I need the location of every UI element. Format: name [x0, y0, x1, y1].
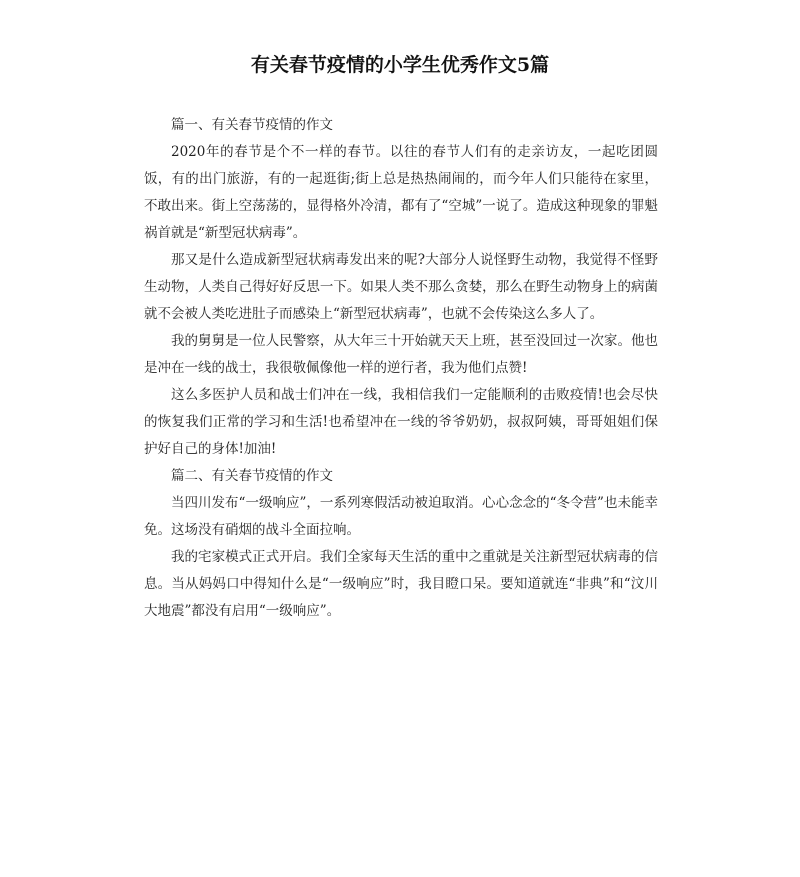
- paragraph: 我的舅舅是一位人民警察，从大年三十开始就天天上班，甚至没回过一次家。他也是冲在一线的战士，我很敬佩像他一样的逆行者，我为他们点赞!: [144, 333, 658, 376]
- paragraph: 我的宅家模式正式开启。我们全家每天生活的重中之重就是关注新型冠状病毒的信息。当从妈妈口中得知什么是“一级响应”时，我目瞪口呆。要知道就连“非典”和“汶川大地震”都没有启用“一级响应”。: [144, 549, 658, 619]
- paragraph: 那又是什么造成新型冠状病毒发出来的呢?大部分人说怪野生动物，我觉得不怪野生动物，人类自己得好好反思一下。如果人类不那么贪婪，那么在野生动物身上的病菌就不会被人类吃进肚子而感染上“新型冠状病毒”，也就不会传染这么多人了。: [144, 252, 658, 322]
- paragraph: 2020年的春节是个不一样的春节。以往的春节人们有的走亲访友，一起吃团圆饭，有的出门旅游，有的一起逛街;街上总是热热闹闹的，而今年人们只能待在家里，不敢出来。街上空荡荡的，显得格外冷清，都有了“空城”一说了。造成这种现象的罪魁祸首就是“新型冠状病毒”。: [144, 144, 658, 241]
- paragraph: 这么多医护人员和战士们冲在一线，我相信我们一定能顺利的击败疫情!也会尽快的恢复我们正常的学习和生活!也希望冲在一线的爷爷奶奶，叔叔阿姨，哥哥姐姐们保护好自己的身体!加油!: [144, 387, 658, 457]
- section-heading: 篇一、有关春节疫情的作文: [171, 117, 333, 133]
- section-heading: 篇二、有关春节疫情的作文: [171, 468, 333, 484]
- paragraph: 当四川发布“一级响应”，一系列寒假活动被迫取消。心心念念的“冬令营”也未能幸免。这场没有硝烟的战斗全面拉响。: [144, 495, 658, 538]
- document-title: 有关春节疫情的小学生优秀作文5篇: [250, 54, 550, 76]
- document-body: [144, 112, 658, 625]
